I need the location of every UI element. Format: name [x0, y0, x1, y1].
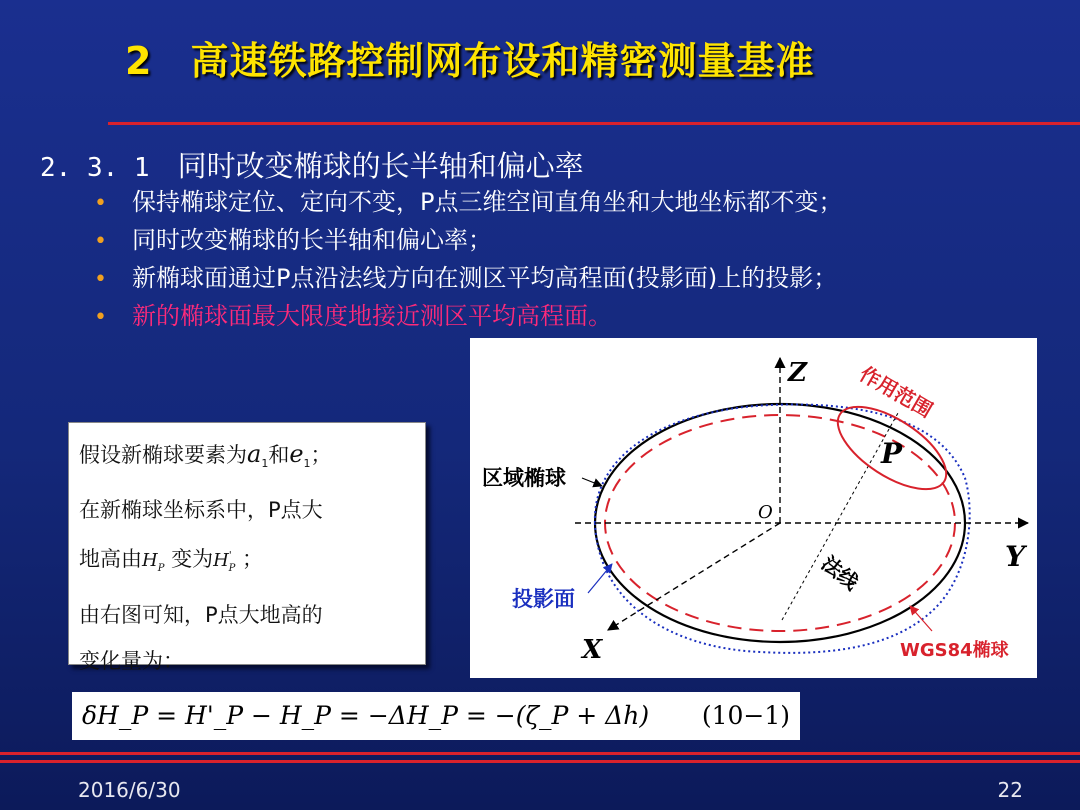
- formula-box: [72, 692, 800, 740]
- regional-label: 区域椭球: [482, 466, 566, 490]
- y-axis-label: Y: [1005, 540, 1025, 573]
- slide-title: [125, 30, 814, 85]
- scope-label: 作用范围: [855, 361, 937, 423]
- bullet-dot-icon: •: [94, 305, 107, 330]
- bullet-dot-icon: •: [94, 229, 107, 254]
- explanation-box: [68, 422, 426, 674]
- origin-label: O: [758, 502, 773, 523]
- footer-date: 2016/6/30: [78, 778, 181, 802]
- formula-text: δH_P = H'_P − H_P = −ΔH_P = −(ζ_P + Δh): [82, 701, 650, 730]
- x-axis-label: X: [582, 635, 603, 665]
- wgs-pointer: [910, 606, 932, 631]
- ellipsoid-diagram: [470, 338, 1037, 678]
- bullet-dot-icon: •: [94, 191, 107, 216]
- normal-label: 法线: [816, 551, 864, 595]
- z-axis-label: Z: [788, 358, 807, 388]
- section-number: 2. 3. 1: [40, 153, 150, 183]
- wgs-label: WGS84椭球: [900, 640, 1009, 661]
- ellipsoid-diagram-svg: [470, 338, 1037, 678]
- bullet-item: • 新椭球面通过P点沿法线方向在测区平均高程面(投影面)上的投影；: [94, 260, 842, 298]
- explanation-line: 变化量为：: [79, 649, 184, 674]
- footer-divider: [0, 760, 1080, 763]
- equation-number: (10−1): [701, 701, 790, 730]
- regional-pointer: [582, 478, 602, 486]
- page-number: 22: [997, 778, 1023, 802]
- bullet-item: • 保持椭球定位、定向不变，P点三维空间直角坐和大地坐标都不变；: [94, 184, 842, 222]
- explanation-line: 由右图可知，P点大地高的: [79, 603, 323, 628]
- explanation-line: 在新椭球坐标系中，P点大: [79, 498, 323, 523]
- title-number: 2: [125, 39, 153, 83]
- title-divider: [108, 122, 1080, 125]
- bullet-dot-icon: •: [94, 267, 107, 292]
- bullet-item-highlighted: • 新的椭球面最大限度地接近测区平均高程面。: [94, 298, 842, 336]
- section-heading: [40, 144, 584, 185]
- explanation-line: 地高由$H_P$ 变为$H'_P$ ；: [79, 547, 263, 575]
- point-p-label: P: [881, 437, 903, 470]
- footer-divider: [0, 752, 1080, 755]
- x-axis: [608, 523, 780, 630]
- section-text: 同时改变椭球的长半轴和偏心率: [177, 149, 584, 183]
- bullet-list: [94, 184, 842, 336]
- title-text: 高速铁路控制网布设和精密测量基准: [190, 39, 815, 83]
- projection-label: 投影面: [512, 587, 575, 611]
- bullet-item: • 同时改变椭球的长半轴和偏心率；: [94, 222, 842, 260]
- explanation-line: 假设新椭球要素为$a_1$和$e_1$；: [79, 440, 332, 471]
- projection-pointer: [588, 564, 612, 593]
